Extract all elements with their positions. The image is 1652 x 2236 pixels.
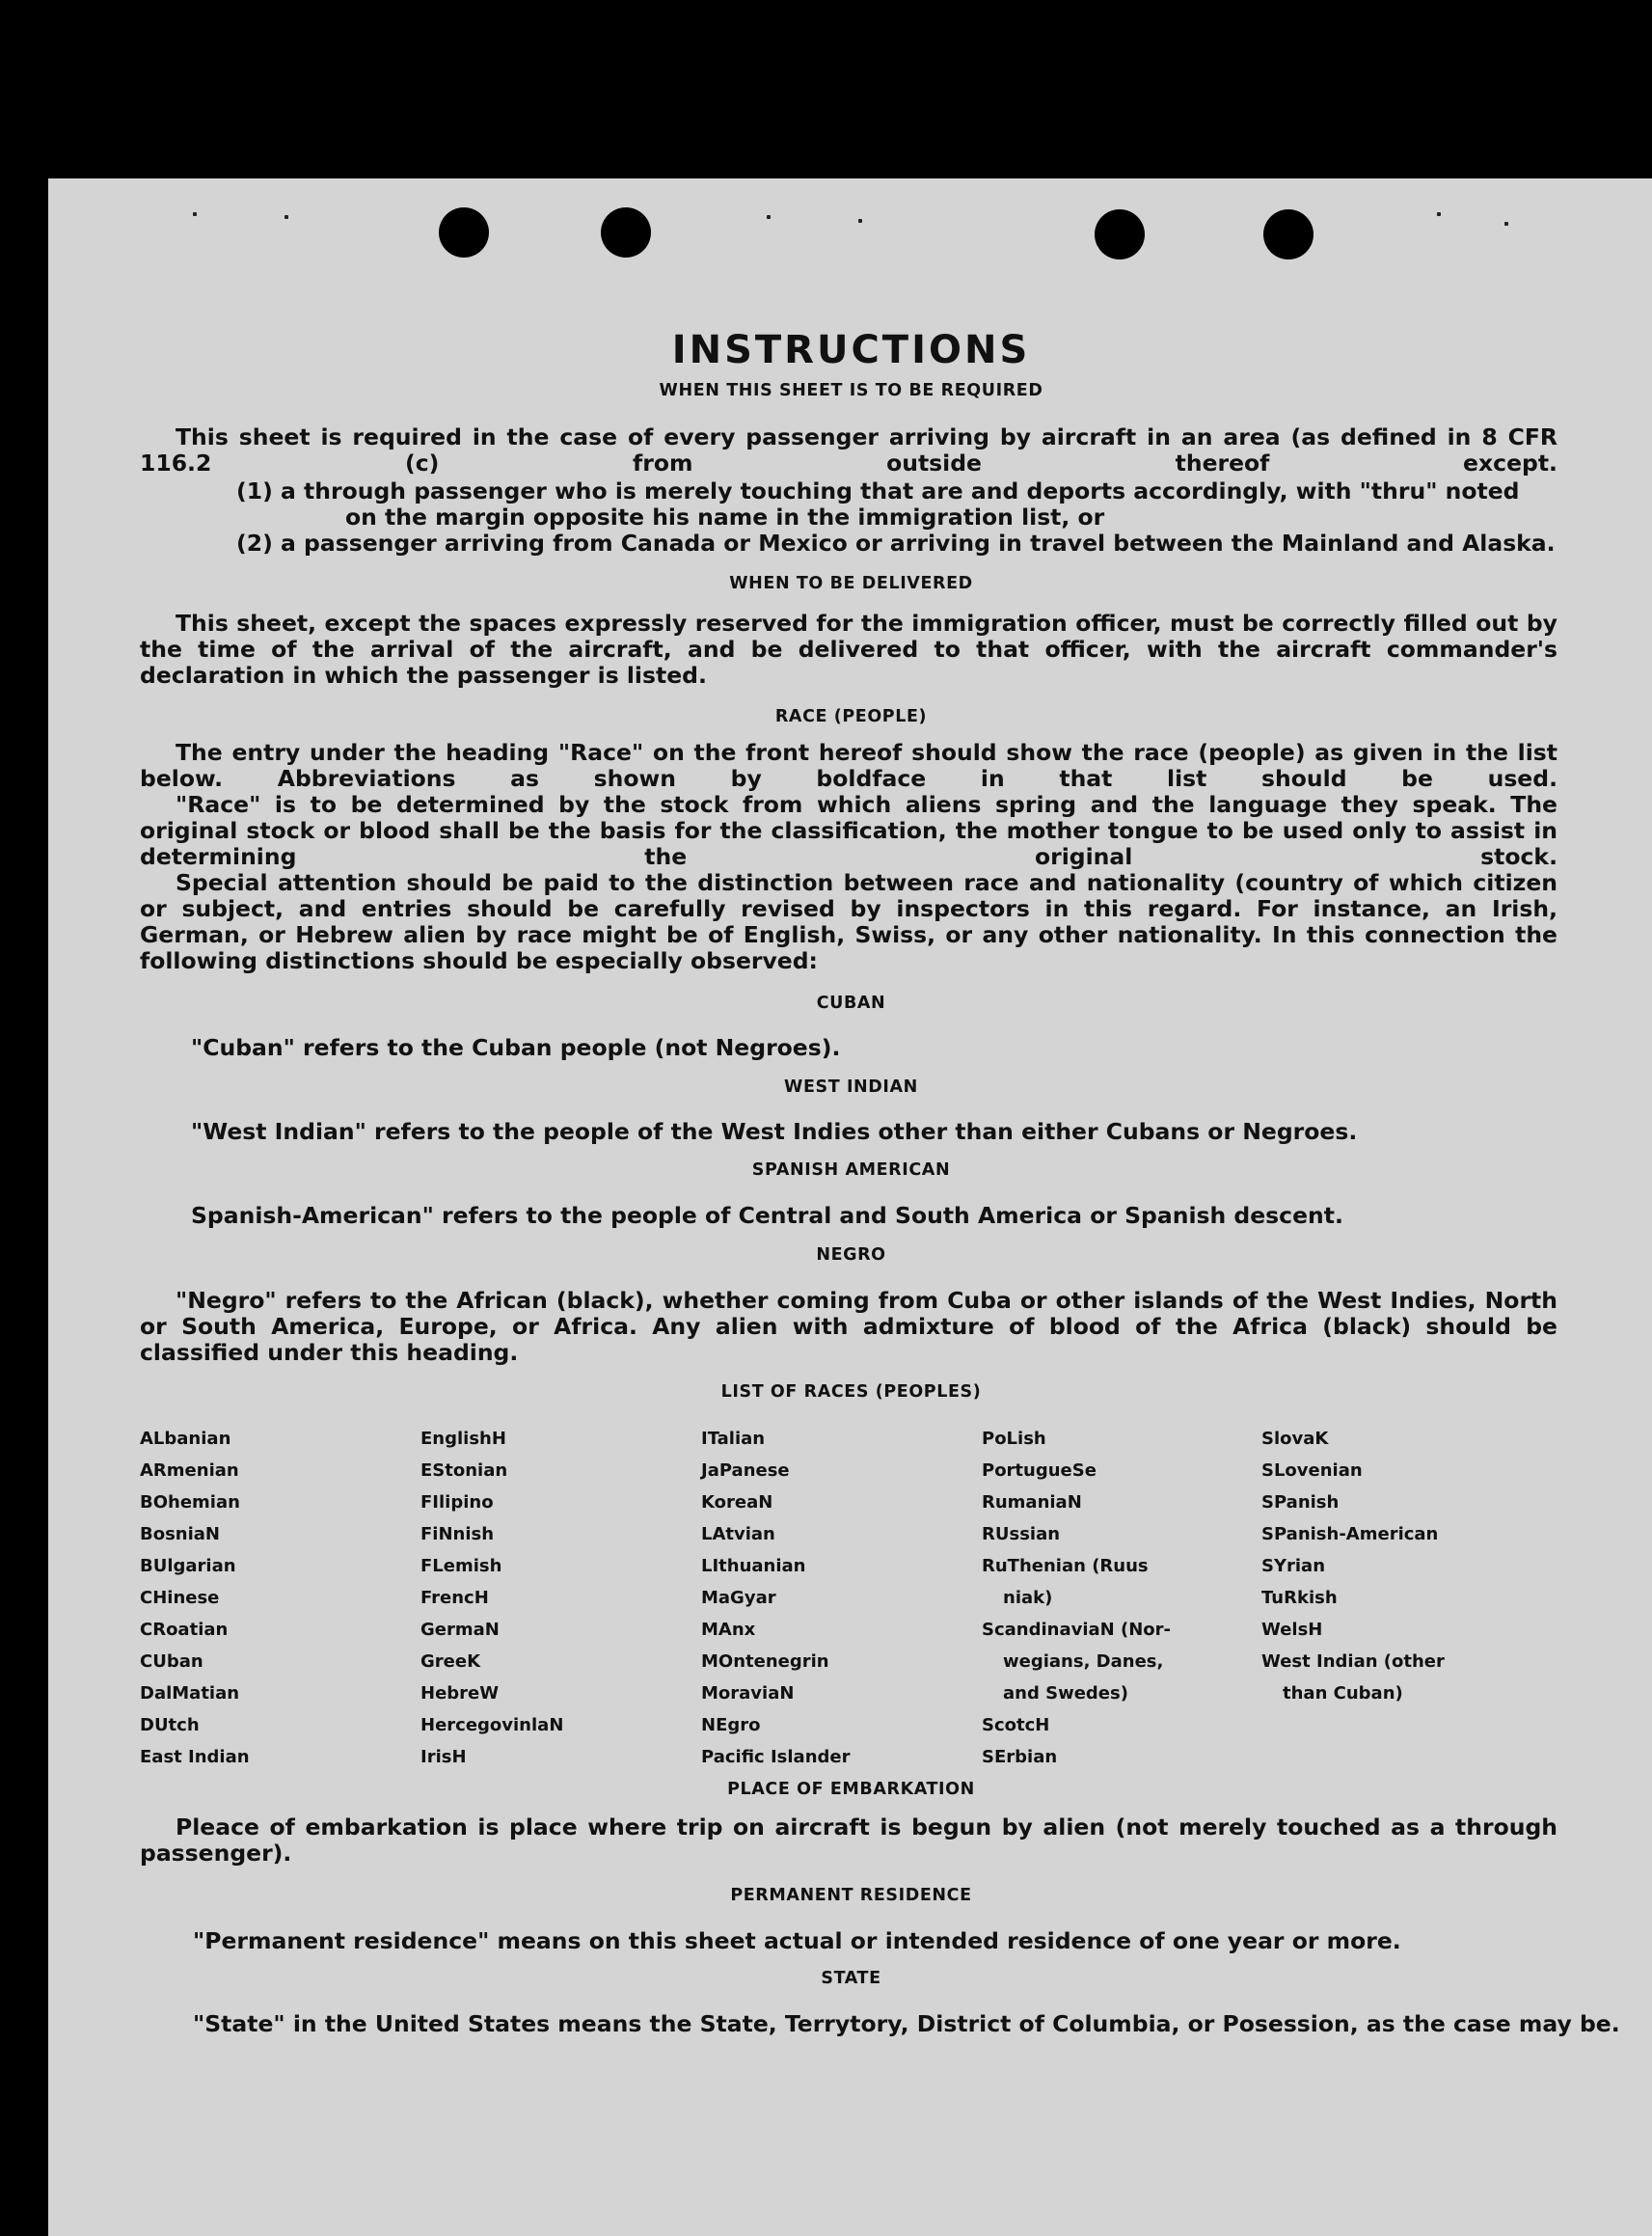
race-item: RuThenian (Ruus <box>982 1556 1149 1576</box>
cuban-text: "Cuban" refers to the Cuban people (not Negroes). <box>191 1034 841 1061</box>
section-heading-race: RACE (PEOPLE) <box>774 707 928 726</box>
speck <box>1504 222 1508 226</box>
race-item: BUlgarian <box>140 1556 236 1576</box>
exception-1a: (1) a through passenger who is merely touching that are and deports accordingly, with "thru" noted <box>236 477 1520 504</box>
exception-2: (2) a passenger arriving from Canada or Mexico or arriving in travel between the Mainland and Alaska. <box>236 530 1556 557</box>
section-heading-permanent-residence: PERMANENT RESIDENCE <box>730 1886 972 1905</box>
race-item: MoraviaN <box>701 1683 795 1704</box>
section-heading-cuban: CUBAN <box>816 994 886 1013</box>
race-item: BosniaN <box>140 1524 220 1544</box>
race-item: ARmenian <box>140 1460 239 1481</box>
west-indian-text: "West Indian" refers to the people of the West Indies other than either Cubans or Negroes. <box>191 1118 1358 1145</box>
state-text: "State" in the United States means the State, Terrytory, District of Columbia, or Posession, as the case may be. <box>193 2010 1620 2037</box>
race-item: than Cuban) <box>1283 1683 1403 1704</box>
race-item: East Indian <box>140 1747 250 1767</box>
race-item: FIlipino <box>420 1492 494 1513</box>
spanish-american-text: Spanish-American" refers to the people of Central and South America or Spanish descent. <box>191 1202 1343 1229</box>
race-item: NEgro <box>701 1715 761 1735</box>
race-item: SYrian <box>1261 1556 1326 1576</box>
race-item: ITalian <box>701 1429 766 1449</box>
race-text-2: "Race" is to be determined by the stock from which aliens spring and the language they speak. The original stock or blood shall be the basis for the classification, the mother tongue to be used only to assist in determining the original stock. <box>140 791 1557 870</box>
race-item: ALbanian <box>140 1429 231 1449</box>
document-sheet <box>48 178 1652 2236</box>
speck <box>193 212 197 216</box>
race-item: LAtvian <box>701 1524 775 1544</box>
race-item: SErbian <box>982 1747 1058 1767</box>
section-heading-spanish-american: SPANISH AMERICAN <box>751 1160 951 1180</box>
race-item: FLemish <box>420 1556 502 1576</box>
race-item: GermaN <box>420 1620 500 1640</box>
race-item: KoreaN <box>701 1492 773 1513</box>
race-item: IrisH <box>420 1747 467 1767</box>
section-heading-negro: NEGRO <box>816 1245 886 1265</box>
section-heading-west-indian: WEST INDIAN <box>784 1077 918 1097</box>
race-text-1: The entry under the heading "Race" on the front hereof should show the race (people) as given in the list below. Abbreviations as shown by boldface in that list should be used. <box>140 739 1557 792</box>
residence-text: "Permanent residence" means on this sheet actual or intended residence of one year or more. <box>193 1927 1401 1954</box>
race-item: SlovaK <box>1261 1429 1329 1449</box>
speck <box>1437 212 1441 216</box>
race-item: DUtch <box>140 1715 200 1735</box>
race-item: LIthuanian <box>701 1556 806 1576</box>
race-item: PortugueSe <box>982 1460 1097 1481</box>
punch-hole <box>439 207 489 258</box>
race-item: West Indian (other <box>1261 1651 1445 1672</box>
race-item: PoLish <box>982 1429 1046 1449</box>
race-item: and Swedes) <box>1003 1683 1128 1704</box>
race-item: CHinese <box>140 1588 220 1608</box>
race-item: RUssian <box>982 1524 1061 1544</box>
page-title: INSTRUCTIONS <box>671 328 1031 372</box>
required-text: This sheet is required in the case of every passenger arriving by aircraft in an area (as defined in 8 CFR 116.2 (c) from outside thereof except. <box>140 423 1557 477</box>
section-heading-when-delivered: WHEN TO BE DELIVERED <box>729 574 973 593</box>
required-paragraph <box>140 424 1557 477</box>
race-item: FiNnish <box>420 1524 495 1544</box>
race-paragraph-2 <box>140 792 1557 870</box>
race-item: Pacific Islander <box>701 1747 851 1767</box>
race-text-3: Special attention should be paid to the distinction between race and nationality (country of which citizen or subject, and entries should be carefully revised by inspectors in this regard. For instance, an Irish, German, or Hebrew alien by race might be of English, Swiss, or any other nationality. In this connection the following distinctions should be especially observed: <box>140 869 1557 974</box>
embarkation-paragraph <box>140 1814 1557 1867</box>
race-item: MOntenegrin <box>701 1651 829 1672</box>
negro-paragraph <box>140 1288 1557 1366</box>
race-item: SPanish-American <box>1261 1524 1439 1544</box>
delivered-paragraph <box>140 611 1557 689</box>
race-item: RumaniaN <box>982 1492 1082 1513</box>
race-item: JaPanese <box>701 1460 790 1481</box>
race-item: MAnx <box>701 1620 756 1640</box>
race-item: WelsH <box>1261 1620 1323 1640</box>
race-item: CRoatian <box>140 1620 229 1640</box>
race-item: GreeK <box>420 1651 481 1672</box>
race-item: ScotcH <box>982 1715 1050 1735</box>
embarkation-text: Pleace of embarkation is place where trip on aircraft is begun by alien (not merely touched as a through passenger). <box>140 1813 1557 1867</box>
punch-hole <box>601 207 651 258</box>
race-item: ScandinaviaN (Nor- <box>982 1620 1171 1640</box>
speck <box>858 219 862 223</box>
speck <box>284 215 288 219</box>
race-item: BOhemian <box>140 1492 240 1513</box>
punch-hole <box>1263 209 1313 259</box>
race-item: HercegovinlaN <box>420 1715 564 1735</box>
exception-1b: on the margin opposite his name in the immigration list, or <box>345 504 1105 531</box>
race-item: EnglishH <box>420 1429 506 1449</box>
delivered-text: This sheet, except the spaces expressly reserved for the immigration officer, must be correctly filled out by the time of the arrival of the aircraft, and be delivered to that officer, with the aircraft commander's declaration in which the passenger is listed. <box>140 610 1557 689</box>
section-heading-list-of-races: LIST OF RACES (PEOPLES) <box>720 1382 982 1402</box>
section-heading-state: STATE <box>821 1969 881 1988</box>
race-item: EStonian <box>420 1460 508 1481</box>
race-paragraph-3 <box>140 870 1557 974</box>
race-item: TuRkish <box>1261 1588 1338 1608</box>
race-item: MaGyar <box>701 1588 776 1608</box>
section-heading-when-required: WHEN THIS SHEET IS TO BE REQUIRED <box>659 381 1043 400</box>
race-item: DalMatian <box>140 1683 240 1704</box>
race-item: SPanish <box>1261 1492 1340 1513</box>
race-item: SLovenian <box>1261 1460 1363 1481</box>
race-item: niak) <box>1003 1588 1053 1608</box>
race-paragraph-1 <box>140 740 1557 792</box>
race-item: CUban <box>140 1651 203 1672</box>
speck <box>767 215 771 219</box>
race-item: wegians, Danes, <box>1003 1651 1164 1672</box>
punch-hole <box>1095 209 1145 259</box>
race-item: HebreW <box>420 1683 500 1704</box>
section-heading-place-of-embarkation: PLACE OF EMBARKATION <box>727 1780 975 1799</box>
negro-text: "Negro" refers to the African (black), whether coming from Cuba or other islands of the West Indies, North or South America, Europe, or Africa. Any alien with admixture of blood of the Africa (black) should be classified under this heading. <box>140 1287 1557 1366</box>
race-item: FrencH <box>420 1588 489 1608</box>
